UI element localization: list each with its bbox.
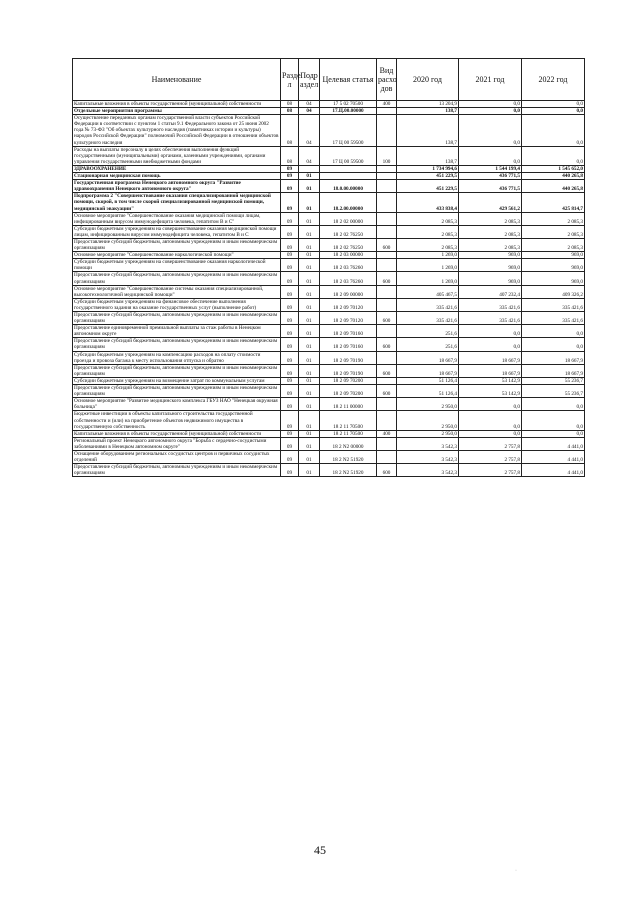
table-row (73, 464, 585, 477)
cell-expense-kind (377, 351, 397, 364)
cell-2020: 51 126,4 (397, 385, 459, 398)
cell-target-article: 18 2 02 76250 (320, 225, 377, 238)
cell-razdel: 09 (281, 377, 299, 384)
cell-2021: 2 757,8 (459, 464, 522, 477)
cell-podrazdel: 01 (299, 338, 320, 351)
cell-2021: 335 421,6 (459, 298, 522, 311)
table-row (73, 272, 585, 285)
cell-name: Основное мероприятие "Совершенствование оказания медицинской помощи лицам, инфицированным вирусом иммунодефицита человека, гепатитом В и С" (73, 212, 281, 225)
cell-expense-kind: 100 (377, 146, 397, 165)
cell-podrazdel: 01 (299, 193, 320, 212)
cell-target-article: 18 2 N2 51920 (320, 450, 377, 463)
cell-target-article: 18 2 02 00000 (320, 212, 377, 225)
cell-2022: 440 265,8 (522, 173, 585, 180)
cell-name: Государственная программа Ненецкого автономного округа "Развитие здравоохранения Ненецкого автономного округа" (73, 180, 281, 193)
cell-2021: 2 085,3 (459, 225, 522, 238)
cell-target-article: 17 Ц 00 59500 (320, 146, 377, 165)
cell-name: Капитальные вложения в объекты государственной (муниципальной) собственности (73, 101, 281, 108)
cell-podrazdel: 01 (299, 351, 320, 364)
table-row (73, 325, 585, 338)
cell-2021: 0,0 (459, 411, 522, 430)
cell-expense-kind (377, 398, 397, 411)
cell-2020: 2 085,3 (397, 212, 459, 225)
cell-expense-kind (377, 377, 397, 384)
table-row (73, 173, 585, 180)
cell-name: Оснащение оборудованием региональных сосудистых центров и первичных сосудистых отделений (73, 450, 281, 463)
cell-razdel: 09 (281, 259, 299, 272)
cell-target-article: 18 2 11 70500 (320, 411, 377, 430)
cell-podrazdel: 01 (299, 411, 320, 430)
cell-expense-kind: 600 (377, 338, 397, 351)
cell-target-article: 18 2 03 76260 (320, 259, 377, 272)
cell-name: Предоставление субсидий бюджетным, автономным учреждениям и иным некоммерческим организациям (73, 385, 281, 398)
header-2020: 2020 год (397, 59, 459, 101)
cell-2021: 0,0 (459, 115, 522, 146)
cell-expense-kind: 600 (377, 385, 397, 398)
cell-target-article (320, 165, 377, 172)
cell-2021: 0,0 (459, 398, 522, 411)
cell-name: Предоставление субсидий бюджетным, автономным учреждениям и иным некоммерческим организациям (73, 312, 281, 325)
cell-name: Предоставление субсидий бюджетным, автономным учреждениям и иным некоммерческим организациям (73, 364, 281, 377)
cell-podrazdel: 01 (299, 212, 320, 225)
table-row (73, 259, 585, 272)
cell-2021: 0,0 (459, 108, 522, 115)
cell-2022: 4 441,0 (522, 464, 585, 477)
cell-2022: 55 236,7 (522, 377, 585, 384)
table-header-row (73, 59, 585, 101)
cell-2022: 0,0 (522, 325, 585, 338)
cell-razdel: 09 (281, 252, 299, 259)
cell-expense-kind (377, 450, 397, 463)
cell-name: Капитальные вложения в объекты государственной (муниципальной) собственности (73, 430, 281, 437)
cell-podrazdel: 04 (299, 146, 320, 165)
cell-razdel: 09 (281, 238, 299, 251)
cell-name: Предоставление субсидий бюджетным, автономным учреждениям и иным некоммерческим организациям (73, 272, 281, 285)
cell-2021: 436 771,5 (459, 180, 522, 193)
cell-podrazdel: 01 (299, 464, 320, 477)
table-row (73, 298, 585, 311)
cell-target-article: 18 2 09 70120 (320, 298, 377, 311)
cell-target-article: 18.0.00.00000 (320, 180, 377, 193)
cell-razdel: 09 (281, 180, 299, 193)
cell-2022: 0,0 (522, 398, 585, 411)
cell-razdel: 09 (281, 338, 299, 351)
cell-2020: 433 838,4 (397, 193, 459, 212)
cell-2021: 18 667,9 (459, 364, 522, 377)
cell-razdel: 09 (281, 411, 299, 430)
cell-razdel: 09 (281, 385, 299, 398)
cell-2020: 138,7 (397, 146, 459, 165)
cell-2021: 0,0 (459, 101, 522, 108)
cell-podrazdel: 01 (299, 259, 320, 272)
cell-razdel: 08 (281, 115, 299, 146)
cell-2020: 2 950,0 (397, 398, 459, 411)
cell-2022: 18 667,9 (522, 364, 585, 377)
cell-target-article: 18 2 N2 51920 (320, 464, 377, 477)
cell-razdel: 09 (281, 325, 299, 338)
table-row (73, 398, 585, 411)
cell-name: Предоставление единовременной премиальной выплаты за стаж работы в Ненецком автономном округе (73, 325, 281, 338)
cell-2020: 18 667,9 (397, 364, 459, 377)
cell-razdel: 08 (281, 101, 299, 108)
cell-expense-kind: 600 (377, 364, 397, 377)
cell-name: Основное мероприятие "Совершенствование системы оказания специализированной, высокотехнологичной медицинской помощи" (73, 285, 281, 298)
cell-2021: 53 142,9 (459, 385, 522, 398)
table-row (73, 101, 585, 108)
cell-expense-kind (377, 411, 397, 430)
cell-2020: 3 542,3 (397, 450, 459, 463)
header-2022: 2022 год (522, 59, 585, 101)
cell-expense-kind (377, 108, 397, 115)
cell-name: Осуществление переданных органам государственной власти субъектов Российской Федерации в соответствии с пунктом 1 статьи 9.1 Федерального закона от 25 июня 2002 года № 73-ФЗ "Об объектах культурного наследия (памятниках истории и культуры) народов Российской Федерации" полномочий Российской Федерации в отношении объектов культурного наследия (74, 115, 279, 146)
cell-razdel: 09 (281, 450, 299, 463)
cell-razdel: 09 (281, 173, 299, 180)
cell-razdel: 09 (281, 437, 299, 450)
cell-name: Региональный проект Ненецкого автономного округа "Борьба с сердечно-сосудистыми заболеваниями в Ненецком автономном округе" (73, 437, 281, 450)
cell-2021: 2 085,3 (459, 212, 522, 225)
cell-name: Субсидии бюджетным учреждениям на совершенствование оказания медицинской помощи лицам, инфицированным вирусом иммунодефицита человека, гепатитом В и С (73, 225, 281, 238)
table-row (73, 212, 585, 225)
cell-expense-kind (377, 252, 397, 259)
cell-name: Субсидии бюджетным учреждениям на возмещение затрат по коммунальным услугам (73, 377, 281, 384)
cell-podrazdel: 04 (299, 108, 320, 115)
cell-name: Субсидии бюджетным учреждениям на компенсацию расходов на оплату стоимости проезда и провоза багажа к месту использования отпуска и обратно (73, 351, 281, 364)
cell-name: Предоставление субсидий бюджетным, автономным учреждениям и иным некоммерческим организациям (73, 464, 281, 477)
cell-name: Отдельные мероприятия программы (73, 108, 281, 115)
cell-target-article: 18 2 09 70190 (320, 364, 377, 377)
cell-2021: 2 757,8 (459, 450, 522, 463)
cell-expense-kind (377, 285, 397, 298)
cell-2020: 2 950,0 (397, 411, 459, 430)
cell-razdel: 09 (281, 351, 299, 364)
cell-2021: 2 085,3 (459, 238, 522, 251)
table-row (73, 364, 585, 377)
header-target-article: Целевая статья (320, 59, 377, 101)
cell-2021: 969,0 (459, 259, 522, 272)
cell-razdel: 09 (281, 298, 299, 311)
cell-2020: 2 085,3 (397, 225, 459, 238)
cell-2020: 405 467,5 (397, 285, 459, 298)
cell-expense-kind (377, 325, 397, 338)
table-row (73, 146, 585, 165)
table-row (73, 430, 585, 437)
cell-podrazdel: 01 (299, 238, 320, 251)
cell-expense-kind (377, 180, 397, 193)
cell-2020: 51 126,4 (397, 377, 459, 384)
cell-2022: 335 421,6 (522, 298, 585, 311)
cell-name: Субсидии бюджетным учреждениям на финансовое обеспечение выполнения государственного задания на оказание государственных услуг (выполнение работ) (73, 298, 281, 311)
cell-target-article: 17 Ц 00 59500 (320, 115, 377, 146)
cell-expense-kind (377, 165, 397, 172)
cell-2020: 138,7 (397, 108, 459, 115)
cell-2021: 18 667,9 (459, 351, 522, 364)
cell-expense-kind (377, 259, 397, 272)
cell-2021: 0,0 (459, 325, 522, 338)
cell-name: Стационарная медицинская помощь (73, 173, 281, 180)
cell-podrazdel: 01 (299, 377, 320, 384)
table-row (73, 338, 585, 351)
header-name: Наименование (73, 59, 281, 101)
cell-target-article: 18 2 09 70160 (320, 338, 377, 351)
cell-razdel: 08 (281, 146, 299, 165)
cell-podrazdel: 01 (299, 252, 320, 259)
budget-table-sheet (72, 58, 584, 477)
cell-2022: 2 085,3 (522, 225, 585, 238)
cell-name: Подпрограмма 2 "Совершенствование оказания специализированной медицинской помощи, скорой, в том числе скорой специализированной медицинской помощи, медицинской эвакуации" (73, 193, 281, 212)
cell-2021: 1 544 199,4 (459, 165, 522, 172)
cell-2020: 335 421,6 (397, 298, 459, 311)
table-row (73, 108, 585, 115)
header-2021: 2021 год (459, 59, 522, 101)
cell-2021: 969,0 (459, 272, 522, 285)
table-row (73, 225, 585, 238)
cell-2022: 18 667,9 (522, 351, 585, 364)
cell-expense-kind: 400 (377, 430, 397, 437)
cell-2022: 969,0 (522, 252, 585, 259)
cell-podrazdel: 01 (299, 225, 320, 238)
cell-2021: 407 232,4 (459, 285, 522, 298)
cell-2020: 451 229,5 (397, 180, 459, 193)
cell-2021: 0,0 (459, 146, 522, 165)
cell-2022: 969,0 (522, 272, 585, 285)
cell-2022: 2 085,3 (522, 238, 585, 251)
cell-2020: 2 950,0 (397, 430, 459, 437)
cell-2022: 4 441,0 (522, 437, 585, 450)
cell-razdel: 09 (281, 364, 299, 377)
cell-2022: 335 421,6 (522, 312, 585, 325)
cell-2022: 0,0 (522, 146, 585, 165)
cell-name: Бюджетные инвестиции в объекты капитального строительства государственной собственности и (или) на приобретение объектов недвижимого имущества в государственную собственность (73, 411, 281, 430)
cell-target-article: 17 5 02 70500 (320, 101, 377, 108)
cell-2022: 0,0 (522, 101, 585, 108)
header-razdel: Разде л (281, 59, 299, 101)
table-row (73, 437, 585, 450)
budget-table (72, 58, 585, 477)
cell-podrazdel: 01 (299, 364, 320, 377)
cell-razdel: 09 (281, 398, 299, 411)
table-row (73, 450, 585, 463)
cell-name: Предоставление субсидий бюджетным, автономным учреждениям и иным некоммерческим организациям (73, 238, 281, 251)
header-expense-kind: Вид расхо дов (377, 59, 397, 101)
table-row (73, 180, 585, 193)
cell-name: ЗДРАВООХРАНЕНИЕ (73, 165, 281, 172)
scan-mark: · (515, 868, 517, 874)
cell-target-article (320, 173, 377, 180)
cell-expense-kind: 600 (377, 312, 397, 325)
cell-target-article: 18 2 02 76250 (320, 238, 377, 251)
cell-expense-kind (377, 115, 397, 146)
cell-expense-kind (377, 193, 397, 212)
cell-podrazdel: 04 (299, 101, 320, 108)
cell-expense-kind: 600 (377, 238, 397, 251)
cell-2020: 138,7 (397, 115, 459, 146)
cell-2022: 440 265,8 (522, 180, 585, 193)
cell-2022: 2 085,3 (522, 212, 585, 225)
cell-2022: 0,0 (522, 338, 585, 351)
cell-2021: 2 757,8 (459, 437, 522, 450)
cell-podrazdel: 01 (299, 272, 320, 285)
cell-target-article: 18 2 09 70200 (320, 377, 377, 384)
page-number: 45 (314, 843, 326, 857)
cell-2022: 0,0 (522, 115, 585, 146)
cell-razdel: 09 (281, 212, 299, 225)
cell-2020: 3 542,3 (397, 464, 459, 477)
cell-target-article: 18 2 N2 00000 (320, 437, 377, 450)
table-row (73, 238, 585, 251)
cell-name: Основное мероприятие "Совершенствование наркологической помощи" (73, 252, 281, 259)
cell-2021: 969,0 (459, 252, 522, 259)
cell-target-article: 18 2 09 70160 (320, 325, 377, 338)
cell-podrazdel: 01 (299, 385, 320, 398)
cell-razdel: 09 (281, 225, 299, 238)
cell-target-article: 18 2 09 70120 (320, 312, 377, 325)
cell-target-article: 18.2.00.00000 (320, 193, 377, 212)
cell-target-article: 18 2 11 70500 (320, 430, 377, 437)
cell-expense-kind: 600 (377, 464, 397, 477)
table-row (73, 165, 585, 172)
cell-2022: 0,0 (522, 108, 585, 115)
table-row (73, 285, 585, 298)
cell-razdel: 08 (281, 108, 299, 115)
cell-2021: 436 771,5 (459, 173, 522, 180)
cell-2022: 409 326,2 (522, 285, 585, 298)
cell-expense-kind (377, 225, 397, 238)
table-row (73, 377, 585, 384)
cell-2020: 18 667,9 (397, 351, 459, 364)
cell-2021: 0,0 (459, 430, 522, 437)
cell-2020: 1 269,0 (397, 259, 459, 272)
cell-razdel: 09 (281, 165, 299, 172)
cell-target-article: 18 2 09 70200 (320, 385, 377, 398)
cell-2020: 251,6 (397, 338, 459, 351)
table-row (73, 411, 585, 430)
cell-expense-kind: 600 (377, 272, 397, 285)
cell-podrazdel: 01 (299, 180, 320, 193)
cell-expense-kind (377, 173, 397, 180)
cell-podrazdel (299, 165, 320, 172)
cell-target-article: 18 2 09 00000 (320, 285, 377, 298)
cell-2021: 429 561,2 (459, 193, 522, 212)
cell-2022: 0,0 (522, 430, 585, 437)
cell-podrazdel: 01 (299, 325, 320, 338)
cell-2022: 1 545 652,0 (522, 165, 585, 172)
cell-expense-kind: 400 (377, 101, 397, 108)
cell-razdel: 09 (281, 193, 299, 212)
header-podrazdel: Подр аздел (299, 59, 320, 101)
cell-2020: 3 542,3 (397, 437, 459, 450)
cell-2022: 0,0 (522, 411, 585, 430)
cell-2020: 1 269,0 (397, 272, 459, 285)
cell-2022: 55 236,7 (522, 385, 585, 398)
cell-podrazdel: 04 (299, 115, 320, 146)
cell-2022: 4 441,0 (522, 450, 585, 463)
cell-2020: 335 421,6 (397, 312, 459, 325)
cell-target-article: 18 2 09 70190 (320, 351, 377, 364)
cell-2020: 1 734 994,6 (397, 165, 459, 172)
cell-name: Субсидии бюджетным учреждениям на совершенствование оказания наркологической помощи (73, 259, 281, 272)
cell-razdel: 09 (281, 312, 299, 325)
cell-podrazdel: 01 (299, 437, 320, 450)
cell-podrazdel: 01 (299, 312, 320, 325)
cell-expense-kind (377, 212, 397, 225)
cell-podrazdel: 01 (299, 430, 320, 437)
cell-name: Расходы на выплаты персоналу в целях обеспечения выполнения функций государственными (муниципальными) органами, казенными учреждениями, органами управления государственными внебюджетными фондами (73, 146, 281, 165)
cell-expense-kind (377, 298, 397, 311)
table-row (73, 193, 585, 212)
cell-2020: 1 269,0 (397, 252, 459, 259)
cell-razdel: 09 (281, 272, 299, 285)
cell-2022: 425 814,7 (522, 193, 585, 212)
cell-target-article: 18 2 03 00000 (320, 252, 377, 259)
cell-2020: 13 204,9 (397, 101, 459, 108)
cell-podrazdel: 01 (299, 450, 320, 463)
table-row (73, 115, 585, 146)
cell-2021: 53 142,9 (459, 377, 522, 384)
cell-podrazdel: 01 (299, 298, 320, 311)
cell-2020: 2 085,3 (397, 238, 459, 251)
cell-2021: 335 421,6 (459, 312, 522, 325)
cell-podrazdel: 01 (299, 285, 320, 298)
cell-target-article: 17.Ц.00.00000 (320, 108, 377, 115)
cell-2022: 969,0 (522, 259, 585, 272)
cell-razdel: 09 (281, 285, 299, 298)
cell-podrazdel: 01 (299, 173, 320, 180)
table-row (73, 351, 585, 364)
cell-name: Предоставление субсидий бюджетным, автономным учреждениям и иным некоммерческим организациям (73, 338, 281, 351)
cell-podrazdel: 01 (299, 398, 320, 411)
table-row (73, 252, 585, 259)
cell-name: Основное мероприятие "Развитие медицинского комплекса ГБУЗ НАО "Ненецкая окружная больница" (73, 398, 281, 411)
table-row (73, 385, 585, 398)
cell-razdel: 09 (281, 430, 299, 437)
cell-target-article: 18 2 03 76260 (320, 272, 377, 285)
cell-2020: 451 229,5 (397, 173, 459, 180)
table-row (73, 312, 585, 325)
cell-expense-kind (377, 437, 397, 450)
cell-2020: 251,6 (397, 325, 459, 338)
cell-target-article: 18 2 11 00000 (320, 398, 377, 411)
cell-razdel: 09 (281, 464, 299, 477)
cell-2021: 0,0 (459, 338, 522, 351)
